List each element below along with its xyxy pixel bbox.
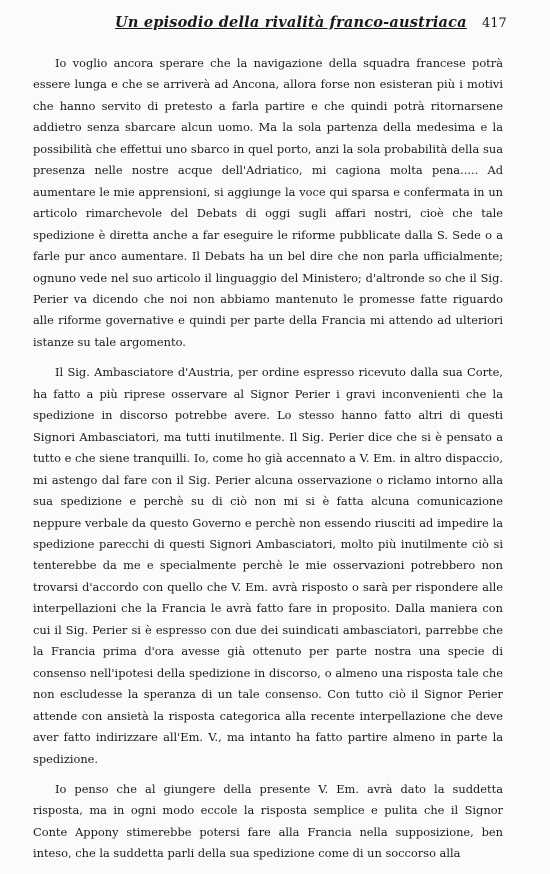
paragraph: Il Sig. Ambasciatore d'Austria, per ordine espresso ricevuto dalla sua Corte, ha fatto a più riprese osservare al Signor Perier i gravi inconvenienti che la spedizione in discorso potrebbe avere. Lo stesso hanno fatto altri di questi Signori Ambasciatori, ma tutti inutilmente. Il Sig. Perier dice che si è pensato a tutto e che siene tranquilli. Io, come ho già accennato a V. Em. in altro dispaccio, mi astengo dal fare con il Sig. Perier alcuna osservazione o ricłamo intorno alla sua spedizione e perchè su di ciò non mi si è fatta alcuna comunicazione neppure verbale da questo Governo e perchè non essendo riusciti ad impedire la spedizione parecchi di questi Signori Ambasciatori, molto più inutilmente ciò si tenterebbe da me e specialmente perchè le mie osservazioni potrebbero non trovarsi d'accordo con quello che V. Em. avrà risposto o sarà per rispondere alle interpellazioni che la Francia le avrà fatto fare in proposito. Dalla maniera con cui il Sig. Perier si è espresso con due dei suindicati ambasciatori, parrebbe che la Francia prima d'ora avesse già ottenuto per parte nostra una specie di consenso nell'ipotesi della spedizione in discorso, o almeno una risposta tale che non escludesse la speranza di un tale consenso. Con tutto ciò il Signor Perier attende con ansietà la risposta categorica alla recente interpellazione che deve aver fatto indirizzare all'Em. V., ma intanto ha fatto partire almeno in parte la spedizione. [33, 365, 503, 766]
body-text [33, 53, 503, 874]
paragraph: Io penso che al giungere della presente V. Em. avrà dato la suddetta risposta, ma in ogni modo eccole la risposta semplice e pulita che il Signor Conte Appony stimerebbe potersi fare alla Francia nella supposizione, ben inteso, che la suddetta parli della sua spedizione come di un soccorso alla [33, 781, 503, 861]
running-header [0, 14, 550, 34]
paragraph: Io voglio ancora sperare che la navigazione della squadra francese potrà essere lunga e che se arriverà ad Ancona, allora forse non esisteran più i motivi che hanno servito di pretesto a farla partire e che quindi potrà ritornarsene addietro senza sbarcare alcun uomo. Ma la sola partenza della medesima e la possibilità che effettui uno sbarco in quel porto, anzi la sola probabilità della sua presenza nelle nostre acque dell'Adriatico, mi cagiona molta pena..... Ad aumentare le mie apprensioni, si aggiunge la voce qui sparsa e confermata in un articolo rimarchevole del Debats di oggi sugli affari nostri, cioè che tale spedizione è diretta anche a far eseguire le riforme pubblicate dalla S. Sede o a farle pur anco aumentare. Il Debats ha un bel dire che non parla ufficialmente; ognuno vede nel suo articolo il linguaggio del Ministero; d'altronde so che il Sig. Perier va dicendo che noi non abbiamo mantenuto le promesse fatte riguardo alle riforme governative e quindi per parte della Francia mi attendo ad ulteriori istanze su tale argomento. [33, 56, 503, 349]
page-number: 417 [482, 16, 507, 31]
running-title: Un episodio della rivalità franco-austriaca [115, 14, 467, 31]
